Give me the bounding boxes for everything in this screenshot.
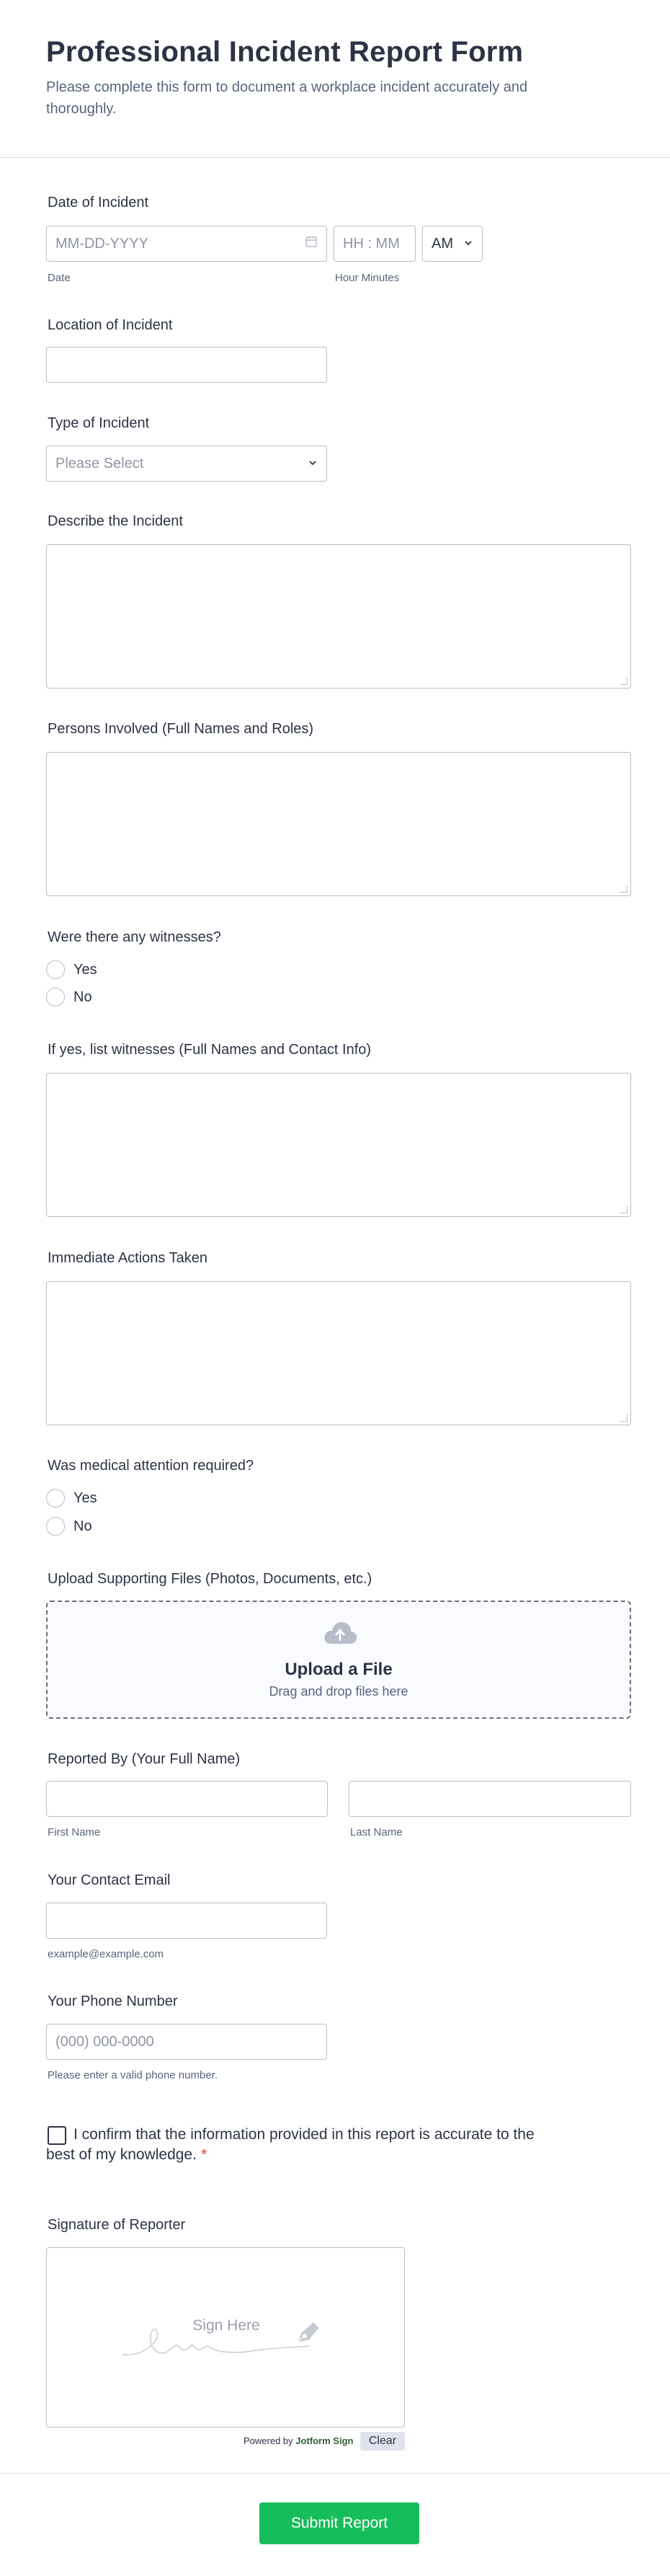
signature-placeholder: Sign Here <box>192 2317 260 2334</box>
last-name-input[interactable] <box>349 1781 631 1817</box>
powered-prefix: Powered by <box>244 2435 293 2446</box>
type-label: Type of Incident <box>48 415 150 431</box>
resize-handle[interactable] <box>620 678 627 685</box>
ampm-value: AM <box>432 235 453 252</box>
persons-textarea[interactable] <box>46 752 631 896</box>
required-mark: * <box>200 2146 207 2163</box>
medical-no-label[interactable]: No <box>73 1518 92 1534</box>
resize-handle[interactable] <box>620 1415 627 1422</box>
medical-yes-label[interactable]: Yes <box>73 1490 97 1506</box>
type-select[interactable] <box>46 446 327 482</box>
confirm-label[interactable] <box>46 2125 565 2165</box>
upload-title: Upload a File <box>285 1660 393 1679</box>
time-input[interactable] <box>334 226 416 262</box>
witnesses-label: Were there any witnesses? <box>48 929 221 945</box>
cloud-upload-icon <box>322 1619 358 1652</box>
witnesses-no-radio[interactable] <box>46 988 65 1006</box>
page-subtitle: Please complete this form to document a workplace incident accurately and thoroughly. <box>46 79 528 117</box>
location-label: Location of Incident <box>48 317 173 333</box>
resize-handle[interactable] <box>620 1206 627 1213</box>
describe-textarea[interactable] <box>46 544 631 689</box>
witnesses-no-label[interactable]: No <box>73 989 92 1005</box>
header-divider <box>0 157 670 158</box>
date-sublabel: Date <box>48 272 71 284</box>
actions-label: Immediate Actions Taken <box>48 1250 207 1266</box>
reported-by-label: Reported By (Your Full Name) <box>48 1751 241 1767</box>
signature-label: Signature of Reporter <box>48 2217 186 2233</box>
witnesses-yes-label[interactable]: Yes <box>73 962 97 978</box>
page-title: Professional Incident Report Form <box>46 36 524 68</box>
last-name-sublabel: Last Name <box>350 1826 403 1838</box>
phone-input[interactable] <box>46 2024 327 2060</box>
powered-by <box>244 2435 353 2446</box>
email-sublabel: example@example.com <box>48 1948 164 1960</box>
date-label: Date of Incident <box>48 195 149 211</box>
ampm-select[interactable] <box>422 226 483 262</box>
time-sublabel: Hour Minutes <box>335 272 400 284</box>
witnesses-yes-radio[interactable] <box>46 960 65 979</box>
upload-label: Upload Supporting Files (Photos, Documents, etc.) <box>48 1571 372 1587</box>
medical-no-radio[interactable] <box>46 1517 65 1536</box>
signature-pad[interactable] <box>46 2247 405 2427</box>
witness-list-textarea[interactable] <box>46 1073 631 1217</box>
submit-button[interactable]: Submit Report <box>259 2502 419 2544</box>
resize-handle[interactable] <box>620 885 627 893</box>
confirm-text: I confirm that the information provided in this report is accurate to the best of my knowledge. <box>46 2126 535 2163</box>
medical-yes-radio[interactable] <box>46 1489 65 1508</box>
email-label: Your Contact Email <box>48 1872 171 1888</box>
footer-divider <box>0 2473 670 2474</box>
pen-icon <box>292 2316 325 2353</box>
upload-subtitle: Drag and drop files here <box>269 1684 408 1699</box>
phone-label: Your Phone Number <box>48 1993 178 2009</box>
email-input[interactable] <box>46 1903 327 1939</box>
upload-dropzone[interactable] <box>46 1601 631 1719</box>
witness-list-label: If yes, list witnesses (Full Names and Contact Info) <box>48 1042 372 1058</box>
calendar-icon[interactable] <box>305 235 318 252</box>
clear-signature-button[interactable]: Clear <box>360 2432 405 2451</box>
signature-scribble <box>47 2248 406 2428</box>
describe-label: Describe the Incident <box>48 513 183 529</box>
powered-brand: Jotform Sign <box>295 2435 354 2446</box>
chevron-down-icon <box>463 236 473 252</box>
date-placeholder: MM-DD-YYYY <box>55 235 148 252</box>
persons-label: Persons Involved (Full Names and Roles) <box>48 721 314 737</box>
phone-sublabel: Please enter a valid phone number. <box>48 2069 218 2081</box>
date-input[interactable] <box>46 226 327 262</box>
first-name-sublabel: First Name <box>48 1826 101 1838</box>
type-placeholder: Please Select <box>55 455 144 472</box>
medical-label: Was medical attention required? <box>48 1458 254 1474</box>
location-input[interactable] <box>46 347 327 383</box>
first-name-input[interactable] <box>46 1781 328 1817</box>
actions-textarea[interactable] <box>46 1281 631 1425</box>
chevron-down-icon <box>308 456 318 472</box>
phone-placeholder: (000) 000-0000 <box>55 2033 154 2050</box>
time-placeholder: HH : MM <box>343 235 400 252</box>
